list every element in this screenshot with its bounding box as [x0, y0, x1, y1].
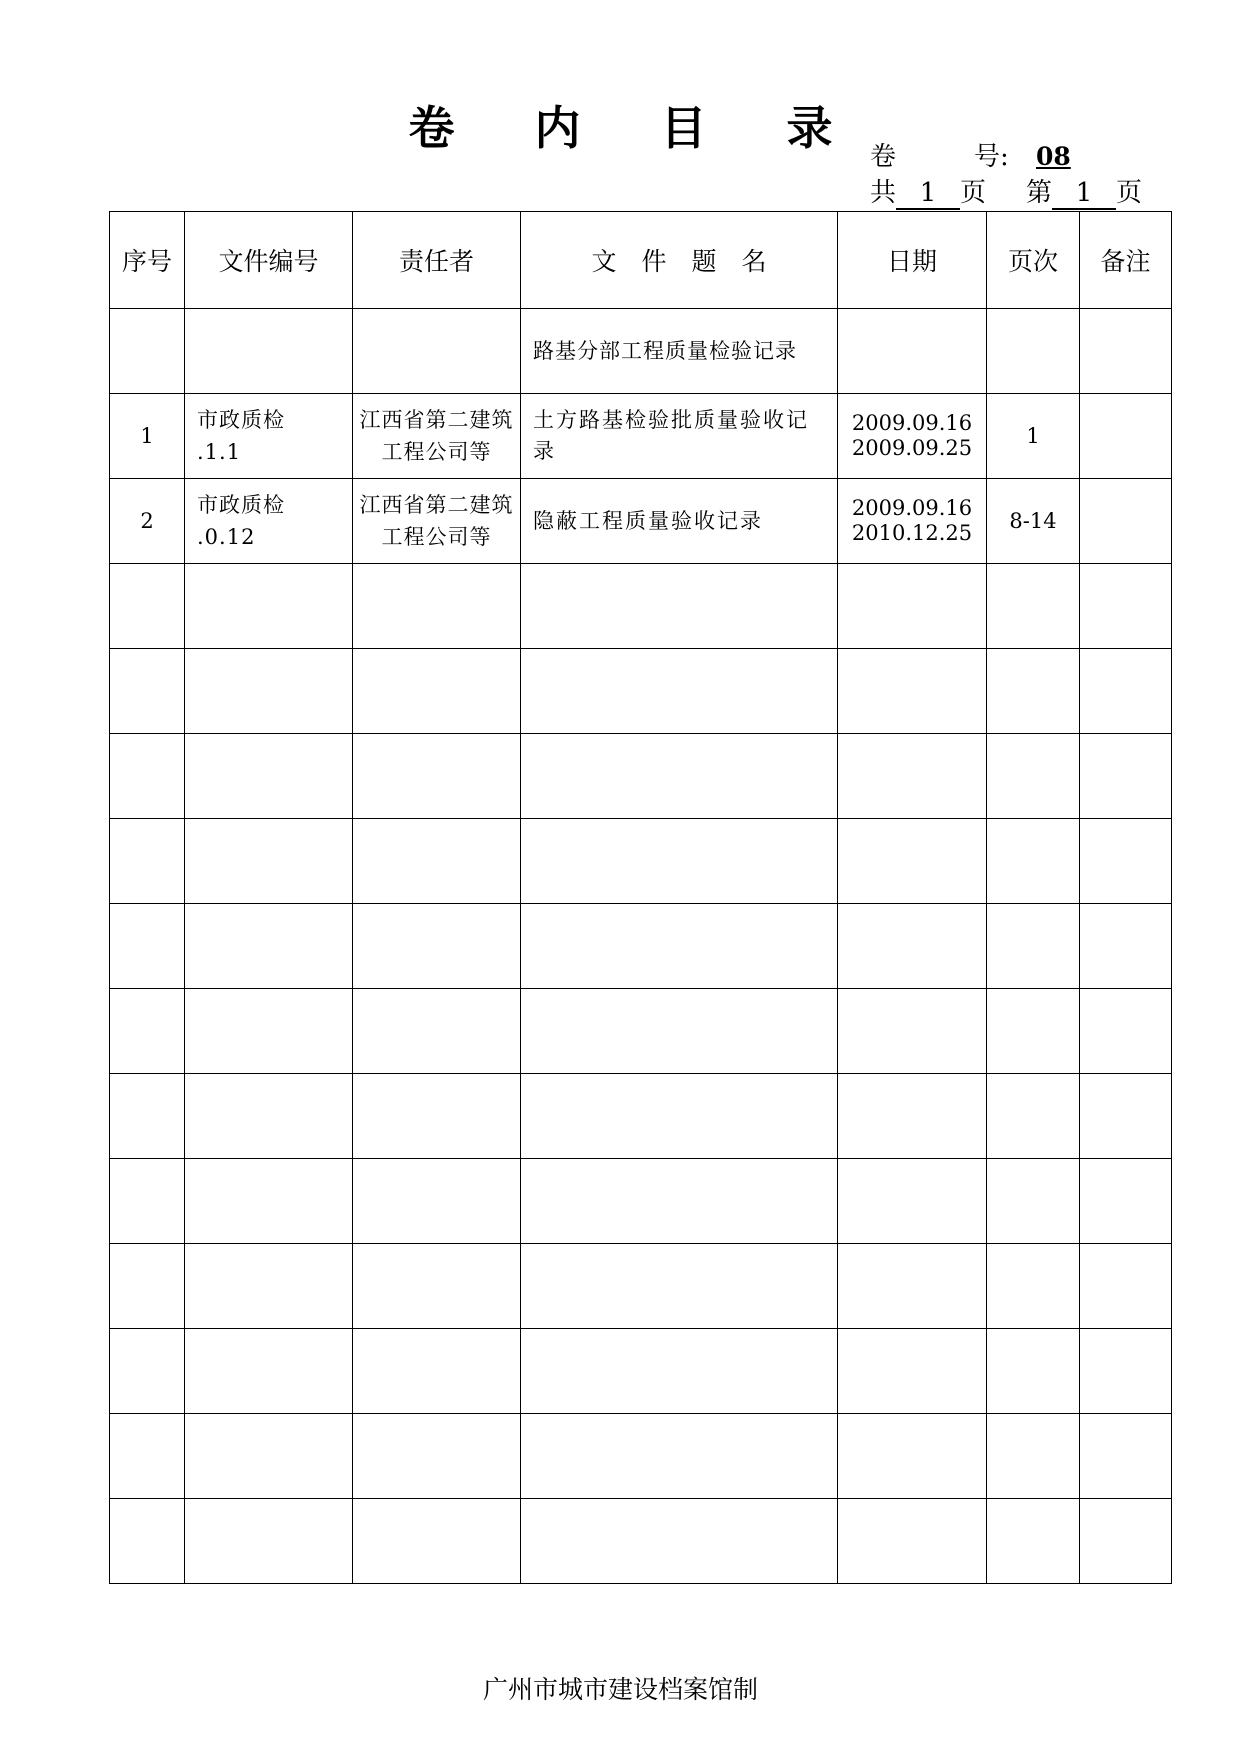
- cell-empty: [1080, 309, 1172, 394]
- header-pages: 页次: [987, 212, 1080, 309]
- cell-empty: [1080, 819, 1172, 904]
- cell-empty: [838, 904, 987, 989]
- cell-empty: [110, 989, 185, 1074]
- cell-empty: [110, 1244, 185, 1329]
- table-row: [110, 394, 1172, 479]
- cell-empty: [185, 1159, 353, 1244]
- cell-empty: [838, 734, 987, 819]
- cell-empty: [987, 649, 1080, 734]
- resp-line2: 工程公司等: [381, 525, 492, 549]
- current-prefix: 第: [1026, 178, 1053, 208]
- cell-empty: [521, 564, 838, 649]
- resp-line2: 工程公司等: [381, 440, 492, 464]
- cell-date: [838, 479, 987, 564]
- cell-empty: [185, 1499, 353, 1584]
- cell-empty: [521, 649, 838, 734]
- cell-empty: [987, 989, 1080, 1074]
- cell-empty: [353, 819, 521, 904]
- cell-empty: [987, 309, 1080, 394]
- doc-no-line2: .0.12: [197, 525, 256, 549]
- cell-empty: [185, 904, 353, 989]
- current-page: 1: [1052, 178, 1116, 210]
- cell-empty: [1080, 564, 1172, 649]
- cell-empty: [110, 734, 185, 819]
- cell-empty: [110, 1074, 185, 1159]
- cell-empty: [110, 564, 185, 649]
- cell-empty: [353, 1414, 521, 1499]
- cell-empty: [353, 904, 521, 989]
- cell-empty: [353, 309, 521, 394]
- table-row: [110, 479, 1172, 564]
- cell-pages: 1: [987, 394, 1080, 479]
- cell-empty: [110, 1499, 185, 1584]
- cell-empty: [1080, 1499, 1172, 1584]
- cell-responsible: [353, 479, 521, 564]
- cell-doc-title: 土方路基检验批质量验收记录: [521, 394, 838, 479]
- cell-seq: 1: [110, 394, 185, 479]
- cell-empty: [185, 564, 353, 649]
- cell-empty: [110, 309, 185, 394]
- doc-no-line2: .1.1: [197, 440, 242, 464]
- cell-empty: [987, 1159, 1080, 1244]
- cell-empty: [1080, 1074, 1172, 1159]
- cell-empty: [838, 1414, 987, 1499]
- cell-empty: [1080, 1159, 1172, 1244]
- cell-empty: [521, 1499, 838, 1584]
- cell-empty: [838, 1329, 987, 1414]
- cell-remark: [1080, 394, 1172, 479]
- cell-empty: [838, 1244, 987, 1329]
- page-unit-2: 页: [1116, 178, 1143, 208]
- cell-empty: [838, 309, 987, 394]
- cell-empty: [1080, 989, 1172, 1074]
- cell-empty: [185, 1329, 353, 1414]
- cell-pages: 8-14: [987, 479, 1080, 564]
- empty-row: [110, 1329, 1172, 1414]
- cell-empty: [1080, 1244, 1172, 1329]
- date-start: 2009.09.16: [851, 496, 973, 520]
- cell-empty: [185, 1414, 353, 1499]
- date-start: 2009.09.16: [851, 411, 973, 435]
- cell-empty: [185, 309, 353, 394]
- cell-empty: [838, 989, 987, 1074]
- empty-row: [110, 1074, 1172, 1159]
- page-count-line: [870, 178, 1142, 210]
- header-seq: 序号: [110, 212, 185, 309]
- empty-row: [110, 1414, 1172, 1499]
- cell-empty: [838, 819, 987, 904]
- cell-doc-title: 隐蔽工程质量验收记录: [521, 479, 838, 564]
- header-date: 日期: [838, 212, 987, 309]
- cell-empty: [521, 989, 838, 1074]
- cell-empty: [110, 904, 185, 989]
- empty-rows: [110, 564, 1172, 1584]
- cell-empty: [521, 819, 838, 904]
- empty-row: [110, 564, 1172, 649]
- total-prefix: 共: [870, 178, 897, 208]
- cell-empty: [185, 734, 353, 819]
- empty-row: [110, 904, 1172, 989]
- cell-empty: [1080, 734, 1172, 819]
- cell-empty: [353, 1074, 521, 1159]
- doc-no-line1: 市政质检: [197, 408, 285, 432]
- cell-responsible: [353, 394, 521, 479]
- header-doc-title: 文 件 题 名: [521, 212, 838, 309]
- cell-empty: [185, 649, 353, 734]
- cell-empty: [521, 1244, 838, 1329]
- header-responsible: 责任者: [353, 212, 521, 309]
- empty-row: [110, 1159, 1172, 1244]
- cell-empty: [987, 1329, 1080, 1414]
- catalog-table: [109, 211, 1172, 1584]
- cell-empty: [521, 1414, 838, 1499]
- footer-issuer: 广州市城市建设档案馆制: [482, 1675, 758, 1704]
- cell-empty: [987, 904, 1080, 989]
- resp-line1: 江西省第二建筑: [359, 493, 514, 517]
- title-char: 录: [786, 101, 833, 155]
- cell-empty: [521, 734, 838, 819]
- volume-number-label: 卷 号:: [870, 142, 1009, 172]
- cell-empty: [987, 1499, 1080, 1584]
- cell-seq: 2: [110, 479, 185, 564]
- cell-doc-no: [185, 394, 353, 479]
- volume-number-value: 08: [1036, 142, 1071, 171]
- cell-empty: [185, 819, 353, 904]
- date-end: 2010.12.25: [851, 521, 973, 545]
- cell-empty: [110, 649, 185, 734]
- title-char: 目: [660, 101, 707, 155]
- header-remark: 备注: [1080, 212, 1172, 309]
- cell-empty: [110, 1414, 185, 1499]
- empty-row: [110, 1244, 1172, 1329]
- title-char: 卷: [408, 101, 455, 155]
- cell-empty: [353, 649, 521, 734]
- cell-empty: [1080, 1414, 1172, 1499]
- empty-row: [110, 649, 1172, 734]
- date-end: 2009.09.25: [851, 436, 973, 460]
- cell-empty: [987, 564, 1080, 649]
- cell-empty: [353, 1159, 521, 1244]
- section-title: 路基分部工程质量检验记录: [521, 309, 838, 394]
- cell-empty: [110, 1159, 185, 1244]
- cell-empty: [353, 734, 521, 819]
- page-unit: 页: [960, 178, 987, 208]
- cell-empty: [1080, 649, 1172, 734]
- cell-empty: [521, 1159, 838, 1244]
- cell-remark: [1080, 479, 1172, 564]
- cell-empty: [110, 1329, 185, 1414]
- cell-date: [838, 394, 987, 479]
- cell-empty: [987, 819, 1080, 904]
- empty-row: [110, 1499, 1172, 1584]
- cell-empty: [353, 1244, 521, 1329]
- total-pages: 1: [896, 178, 960, 210]
- cell-empty: [110, 819, 185, 904]
- header-doc-no: 文件编号: [185, 212, 353, 309]
- cell-empty: [521, 904, 838, 989]
- title-char: 内: [534, 101, 581, 155]
- cell-empty: [521, 1074, 838, 1159]
- cell-empty: [353, 1329, 521, 1414]
- empty-row: [110, 989, 1172, 1074]
- table-header-row: [110, 212, 1172, 309]
- cell-empty: [987, 1414, 1080, 1499]
- section-row: [110, 309, 1172, 394]
- cell-empty: [838, 649, 987, 734]
- cell-empty: [521, 1329, 838, 1414]
- doc-no-line1: 市政质检: [197, 493, 285, 517]
- cell-empty: [185, 1244, 353, 1329]
- cell-empty: [185, 1074, 353, 1159]
- empty-row: [110, 819, 1172, 904]
- cell-empty: [838, 1074, 987, 1159]
- cell-empty: [838, 564, 987, 649]
- cell-empty: [185, 989, 353, 1074]
- empty-row: [110, 734, 1172, 819]
- cell-empty: [838, 1499, 987, 1584]
- cell-empty: [987, 1074, 1080, 1159]
- cell-empty: [987, 734, 1080, 819]
- cell-empty: [1080, 904, 1172, 989]
- resp-line1: 江西省第二建筑: [359, 408, 514, 432]
- cell-doc-no: [185, 479, 353, 564]
- cell-empty: [1080, 1329, 1172, 1414]
- cell-empty: [353, 564, 521, 649]
- cell-empty: [987, 1244, 1080, 1329]
- cell-empty: [353, 989, 521, 1074]
- cell-empty: [838, 1159, 987, 1244]
- cell-empty: [353, 1499, 521, 1584]
